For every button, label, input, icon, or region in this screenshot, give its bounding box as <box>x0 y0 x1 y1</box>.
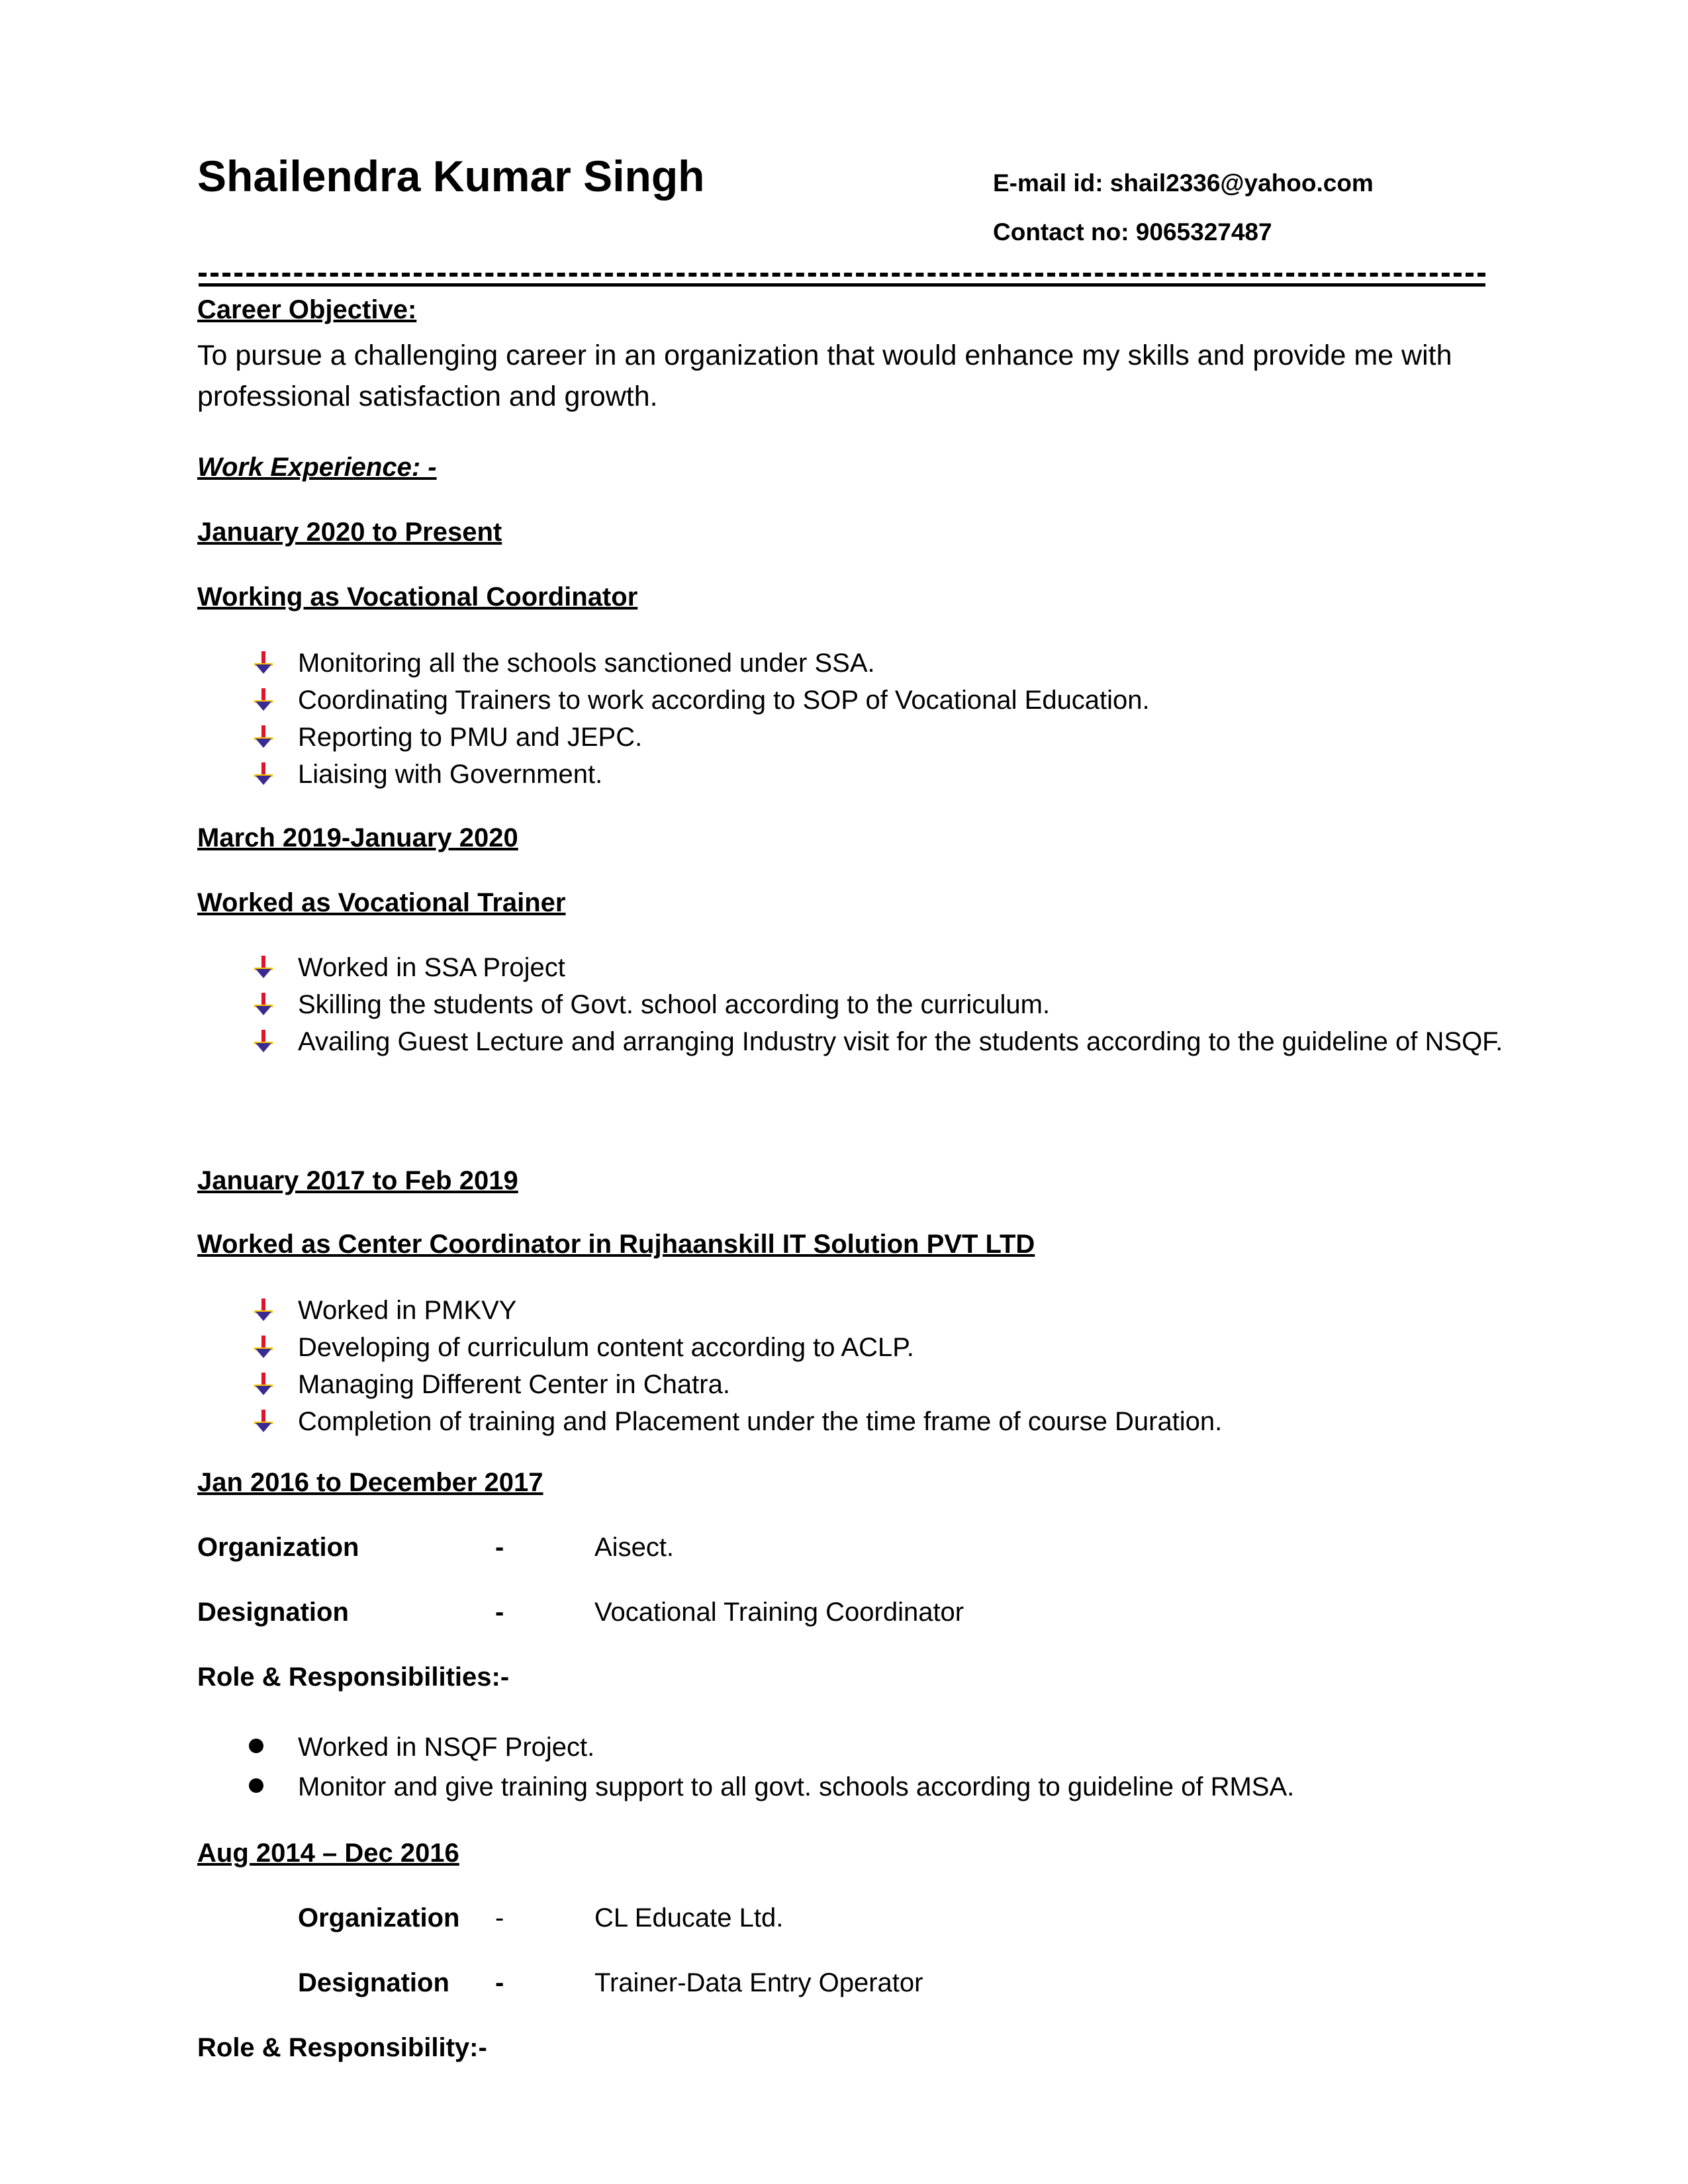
job1-bullet-list <box>197 645 1508 793</box>
career-objective-heading: Career Objective: <box>197 295 417 324</box>
job4-organization-value: Aisect. <box>594 1533 675 1562</box>
bullet-text: Monitor and give training support to all govt. schools according to guideline of RMSA. <box>298 1772 1295 1801</box>
header-divider-dashed <box>199 273 1485 277</box>
down-arrow-bullet-icon <box>252 1030 275 1054</box>
down-arrow-bullet-icon <box>252 1298 275 1322</box>
job2-title: Worked as Vocational Trainer <box>197 888 566 917</box>
bullet-text: Availing Guest Lecture and arranging Industry visit for the students according to the guideline of NSQF. <box>298 1027 1503 1056</box>
job4-organization-dash: - <box>495 1533 504 1562</box>
job1-title: Working as Vocational Coordinator <box>197 582 638 612</box>
bullet-text: Reporting to PMU and JEPC. <box>298 723 643 752</box>
job5-period: Aug 2014 – Dec 2016 <box>197 1839 459 1868</box>
job5-organization-dash: - <box>495 1903 504 1933</box>
job1-period: January 2020 to Present <box>197 518 502 547</box>
job3-title: Worked as Center Coordinator in Rujhaanskill IT Solution PVT LTD <box>197 1230 1035 1259</box>
job5-organization-value: CL Educate Ltd. <box>594 1903 784 1933</box>
job4-period: Jan 2016 to December 2017 <box>197 1468 543 1497</box>
list-item <box>197 1292 1508 1329</box>
job4-designation-label: Designation <box>197 1598 349 1627</box>
down-arrow-bullet-icon <box>252 1410 275 1433</box>
down-arrow-bullet-icon <box>252 956 275 979</box>
list-item <box>197 719 1508 756</box>
list-item <box>197 645 1508 682</box>
job3-period: January 2017 to Feb 2019 <box>197 1166 518 1195</box>
header-divider-solid <box>199 283 1485 287</box>
down-arrow-bullet-icon <box>252 993 275 1017</box>
down-arrow-bullet-icon <box>252 651 275 675</box>
job4-bullet-list <box>197 1727 1508 1807</box>
candidate-name: Shailendra Kumar Singh <box>197 152 705 201</box>
job5-designation-dash: - <box>495 1968 504 1997</box>
job2-period: March 2019-January 2020 <box>197 823 518 852</box>
list-item <box>197 1366 1508 1403</box>
list-item <box>197 1767 1508 1807</box>
job2-bullet-list <box>197 949 1508 1060</box>
bullet-text: Worked in NSQF Project. <box>298 1733 595 1762</box>
job5-designation-value: Trainer-Data Entry Operator <box>594 1968 923 1997</box>
list-item <box>197 1023 1508 1060</box>
bullet-text: Skilling the students of Govt. school according to the curriculum. <box>298 990 1051 1019</box>
job3-bullet-list <box>197 1292 1508 1440</box>
contact-line: Contact no: 9065327487 <box>993 218 1272 246</box>
job4-organization-label: Organization <box>197 1533 359 1562</box>
down-arrow-bullet-icon <box>252 762 275 786</box>
job4-designation-dash: - <box>495 1598 504 1627</box>
job5-roles-heading: Role & Responsibility:- <box>197 2033 487 2062</box>
job4-designation-value: Vocational Training Coordinator <box>594 1598 964 1627</box>
down-arrow-bullet-icon <box>252 688 275 712</box>
bullet-text: Monitoring all the schools sanctioned under SSA. <box>298 649 875 678</box>
list-item <box>197 1329 1508 1366</box>
list-item <box>197 1727 1508 1767</box>
list-item <box>197 682 1508 719</box>
round-bullet-icon <box>249 1778 263 1793</box>
round-bullet-icon <box>249 1739 263 1753</box>
list-item <box>197 986 1508 1023</box>
job5-organization-label: Organization <box>298 1903 460 1933</box>
bullet-text: Completion of training and Placement under the time frame of course Duration. <box>298 1407 1223 1436</box>
list-item <box>197 949 1508 986</box>
bullet-text: Managing Different Center in Chatra. <box>298 1370 730 1399</box>
bullet-text: Coordinating Trainers to work according to SOP of Vocational Education. <box>298 686 1150 715</box>
bullet-text: Worked in PMKVY <box>298 1296 517 1325</box>
career-objective-text: To pursue a challenging career in an organization that would enhance my skills and provide me with professional satisfaction and growth. <box>197 340 1452 412</box>
work-experience-heading: Work Experience: - <box>197 453 437 482</box>
list-item <box>197 1403 1508 1440</box>
bullet-text: Developing of curriculum content according to ACLP. <box>298 1333 914 1362</box>
down-arrow-bullet-icon <box>252 1373 275 1396</box>
list-item <box>197 756 1508 793</box>
job5-designation-label: Designation <box>298 1968 449 1997</box>
bullet-text: Liaising with Government. <box>298 760 603 789</box>
down-arrow-bullet-icon <box>252 1336 275 1359</box>
email-line: E-mail id: shail2336@yahoo.com <box>993 169 1374 197</box>
down-arrow-bullet-icon <box>252 725 275 749</box>
job4-roles-heading: Role & Responsibilities:- <box>197 1662 510 1692</box>
bullet-text: Worked in SSA Project <box>298 953 565 982</box>
